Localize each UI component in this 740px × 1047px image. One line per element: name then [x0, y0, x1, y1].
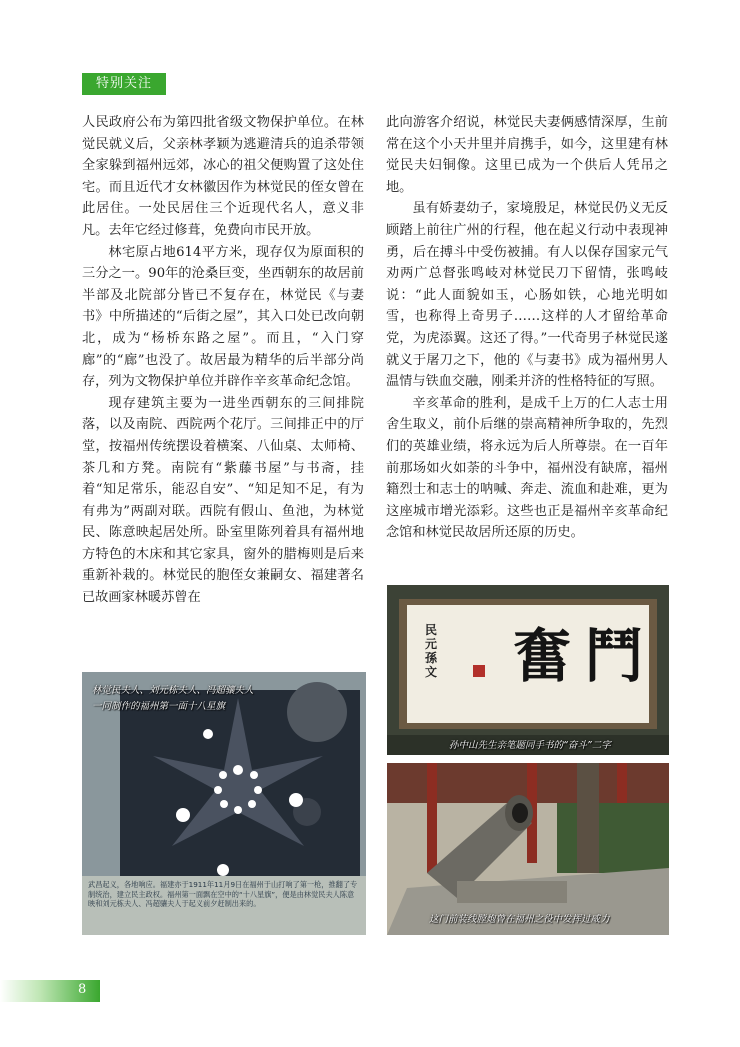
calligraphy-seal-text: 民元 孫文: [425, 623, 438, 679]
flag-photo: [82, 672, 366, 935]
paragraph: 林宅原占地614平方米，现存仅为原面积的三分之一。90年的沧桑巨变，坐西朝东的故居前半部及北院部分皆已不复存在，林觉民《与妻书》中所描述的“后街之屋”，其入口处已改向朝北，成为“杨桥东路之屋”。而且，“入门穿廊”的“廊”也没了。故居最为精华的后半部分尚存，列为文物保护单位并辟作辛亥革命纪念馆。: [82, 244, 364, 390]
paragraph: 现存建筑主要为一进坐西朝东的三间排院落，以及南院、西院两个花厅。三间排正中的厅堂，按福州传统摆设着横案、八仙桌、太师椅、茶几和方凳。南院有“紫藤书屋”与书斋，挂着“知足常乐，能忍自安”、“知足知不足，有为有弗为”两副对联。西院有假山、鱼池，为林觉民、陈意映起居处所。卧室里陈列着具有福州地方特色的木床和其它家具，窗外的腊梅则是后来重新补栽的。林觉民的胞侄女兼嗣女、福建著名已故画家林暖苏曾在: [82, 395, 364, 606]
calligraphy-caption: 孙中山先生亲笔题同手书的“奋斗”二字: [449, 740, 611, 751]
paragraph: 此向游客介绍说，林觉民夫妻俩感情深厚，生前常在这个小天井里并肩携手，如今，这里建有林觉民夫妇铜像。这里已成为一个供后人凭吊之地。: [386, 115, 668, 195]
calligraphy-photo: [387, 585, 669, 755]
cannon-caption: 这门前装线膛炮曾在福州之役中发挥过威力: [429, 914, 610, 925]
flag-plaque-text: 武昌起义，各地响应。福建亦于1911年11月9日在福州于山打响了第一枪，推翻了专制统治，建立民主政权。福州第一面飘在空中的“十八星旗”，便是由林觉民夫人陈意映和刘元栋夫人、冯超骧夫人于起义前夕赶制出来的。: [88, 880, 358, 909]
calligraphy-characters: 奮鬥: [512, 622, 657, 690]
paragraph: 辛亥革命的胜利，是成千上万的仁人志士用舍生取义，前仆后继的崇高精神所争取的，先烈们的英雄业绩，将永远为后人所尊崇。在一百年前那场如火如荼的斗争中，福州没有缺席，福州籍烈士和志士的呐喊、奔走、流血和赴难，更为这座城市增光添彩。这些也正是福州辛亥革命纪念馆和林觉民故居所还原的历史。: [386, 395, 668, 541]
cannon-photo: [387, 763, 669, 935]
flag-caption-line2: 一同制作的福州第一面十八星旗: [92, 701, 226, 712]
paragraph: 人民政府公布为第四批省级文物保护单位。在林觉民就义后，父亲林孝颖为逃避清兵的追杀带领全家躲到福州远郊，冰心的祖父便购置了这处住宅。而且近代才女林徽因作为林觉民的侄女曾在此居住。一处民居住三个近现代名人，意义非凡。去年它经过修葺，免费向市民开放。: [82, 115, 364, 238]
page-number: 8: [78, 982, 87, 997]
left-text-column: [82, 112, 364, 609]
cannon-image: [387, 763, 669, 935]
right-text-column: [386, 112, 668, 544]
paragraph: 虽有娇妻幼子，家境殷足，林觉民仍义无反顾踏上前往广州的行程，他在起义行动中表现神勇，后在搏斗中受伤被捕。有人以保存国家元气劝两广总督张鸣岐对林觉民刀下留情，张鸣岐说：“此人面貌如玉，心肠如铁，心地光明如雪，也称得上奇男子……这样的人才留给革命党，为虎添翼。这还了得。”一代奇男子林觉民遂就义于屠刀之下，他的《与妻书》成为福州男人温情与铁血交融，刚柔并济的性格特征的写照。: [386, 201, 668, 390]
flag-caption-line1: 林觉民夫人、刘元栋夫人、冯超骧夫人: [92, 685, 254, 696]
section-tag: 特别关注: [82, 73, 166, 95]
